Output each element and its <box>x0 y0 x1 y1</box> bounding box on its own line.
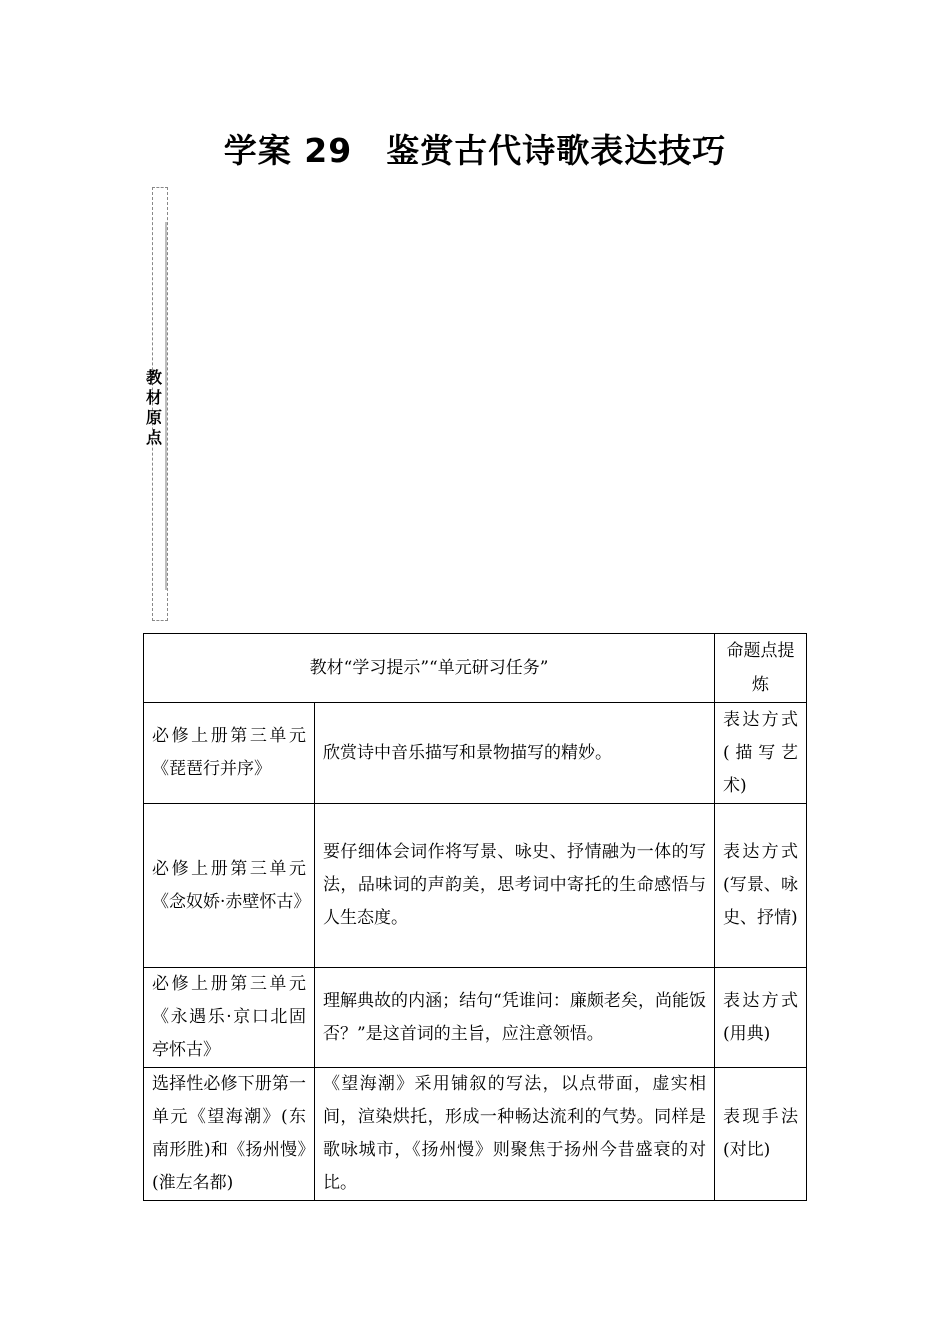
side-label-char: 材 <box>146 388 163 407</box>
row-source-cell: 必修上册第三单元《琵琶行并序》 <box>144 703 315 804</box>
row-content-cell: 欣赏诗中音乐描写和景物描写的精妙。 <box>315 703 715 804</box>
table-header-row <box>144 634 807 703</box>
row-content-cell: 《望海潮》采用铺叙的写法，以点带面，虚实相间，渲染烘托，形成一种畅达流利的气势。同样是歌咏城市，《扬州慢》则聚焦于扬州今昔盛衰的对比。 <box>315 1068 715 1201</box>
row-content-cell: 理解典故的内涵；结句“凭谁问：廉颇老矣，尚能饭否？”是这首词的主旨，应注意领悟。 <box>315 968 715 1068</box>
header-content-cell: 教材“学习提示”“单元研习任务” <box>144 634 715 703</box>
side-divider-line <box>165 222 167 590</box>
table-row <box>144 1068 807 1201</box>
row-point-cell: 表达方式(描写艺术) <box>715 703 807 804</box>
row-source-cell: 必修上册第三单元《念奴娇·赤壁怀古》 <box>144 804 315 968</box>
side-label-char: 教 <box>146 368 163 387</box>
table-row <box>144 804 807 968</box>
side-label-char: 原 <box>146 408 163 427</box>
row-content-cell: 要仔细体会词作将写景、咏史、抒情融为一体的写法，品味词的声韵美，思考词中寄托的生命感悟与人生态度。 <box>315 804 715 968</box>
row-point-cell: 表现手法(对比) <box>715 1068 807 1201</box>
table-row <box>144 968 807 1068</box>
header-point-cell: 命题点提炼 <box>715 634 807 703</box>
row-point-cell: 表达方式(写景、咏史、抒情) <box>715 804 807 968</box>
row-point-cell: 表达方式(用典) <box>715 968 807 1068</box>
row-source-cell: 必修上册第三单元《永遇乐·京口北固亭怀古》 <box>144 968 315 1068</box>
side-label <box>146 368 162 448</box>
textbook-table <box>143 633 807 1201</box>
row-source-cell: 选择性必修下册第一单元《望海潮》(东南形胜)和《扬州慢》(淮左名都) <box>144 1068 315 1201</box>
page-title: 学案 29 鉴赏古代诗歌表达技巧 <box>223 131 727 170</box>
side-label-char: 点 <box>146 428 163 447</box>
table-row <box>144 703 807 804</box>
